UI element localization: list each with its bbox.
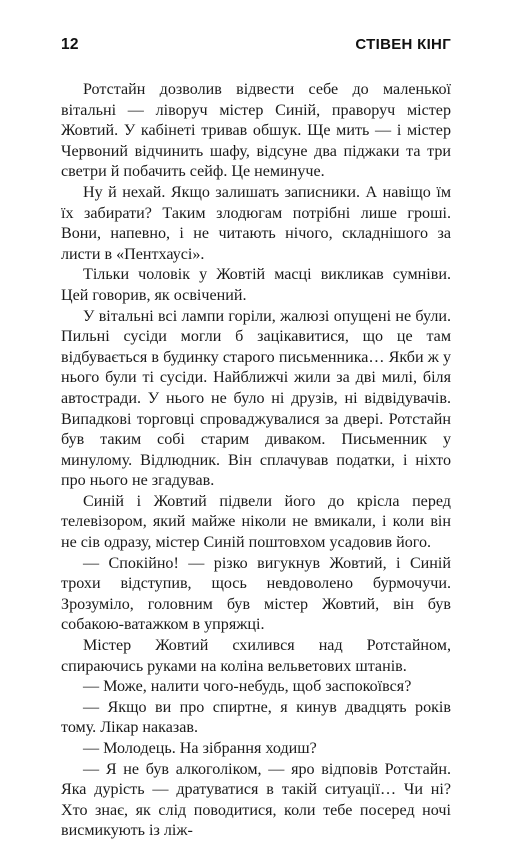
body-text <box>61 80 451 842</box>
paragraph: — Може, налити чого-небудь, щоб заспокоївся? <box>83 678 412 696</box>
paragraph: Ну й нехай. Якщо залишать записники. А навіщо їм їх забирати? Таким злодюгам потрібні лише гроші. Вони, напевно, і не читають нічого, складнішого за листи в «Пентхаусі». <box>61 183 451 263</box>
paragraph: Синій і Жовтий підвели його до крісла перед телевізором, який майже ніколи не вмикали, і коли він не сів одразу, містер Синій поштовхом усадовив його. <box>61 492 451 552</box>
running-head <box>61 36 451 62</box>
running-head-author: СТІВЕН КІНГ <box>355 36 451 53</box>
paragraph: — Якщо ви про спиртне, я кинув двадцять років тому. Лікар наказав. <box>61 698 451 737</box>
paragraph: — Спокійно! — різко вигукнув Жовтий, і Синій трохи відступив, щось невдоволено бурмочучи. Зрозуміло, головним був містер Жовтий, він був собакою-ватажком в упряжці. <box>61 554 451 634</box>
book-page <box>61 36 451 842</box>
page-number: 12 <box>61 36 79 53</box>
paragraph: — Молодець. На зібрання ходиш? <box>83 740 317 757</box>
paragraph: Ротстайн дозволив відвести себе до маленької вітальні — ліворуч містер Синій, праворуч містер Жовтий. У кабінеті тривав обшук. Ще мить — і містер Червоний відчинить шафу, відсуне два піджаки та три светри й побачить сейф. Це неминуче. <box>61 81 451 181</box>
paragraph: Містер Жовтий схилився над Ротстайном, спираючись руками на коліна вельветових штанів. <box>61 637 451 675</box>
paragraph: — Я не був алкоголіком, — яро відповів Ротстайн. Яка дурість — дратуватися в такій ситуації… Чи ні? Хто знає, як слід поводитися, коли тебе посеред ночі висмикують із ліж- <box>61 760 451 840</box>
paragraph: У вітальні всі лампи горіли, жалюзі опущені не були. Пильні сусіди могли б зацікавитися, що це там відбувається в будинку старого письменника… Якби ж у нього були ті сусіди. Найближчі жили за дві милі, біля автостради. У нього не було ні друзів, ні відвідувачів. Випадкові торговці спроваджувалися за двері. Ротстайн був таким собі старим диваком. Письменник у минулому. Відлюдник. Він сплачував податки, і ніхто про нього не згадував. <box>61 307 451 490</box>
paragraph: Тільки чоловік у Жовтій масці викликав сумніви. Цей говорив, як освічений. <box>61 266 451 304</box>
